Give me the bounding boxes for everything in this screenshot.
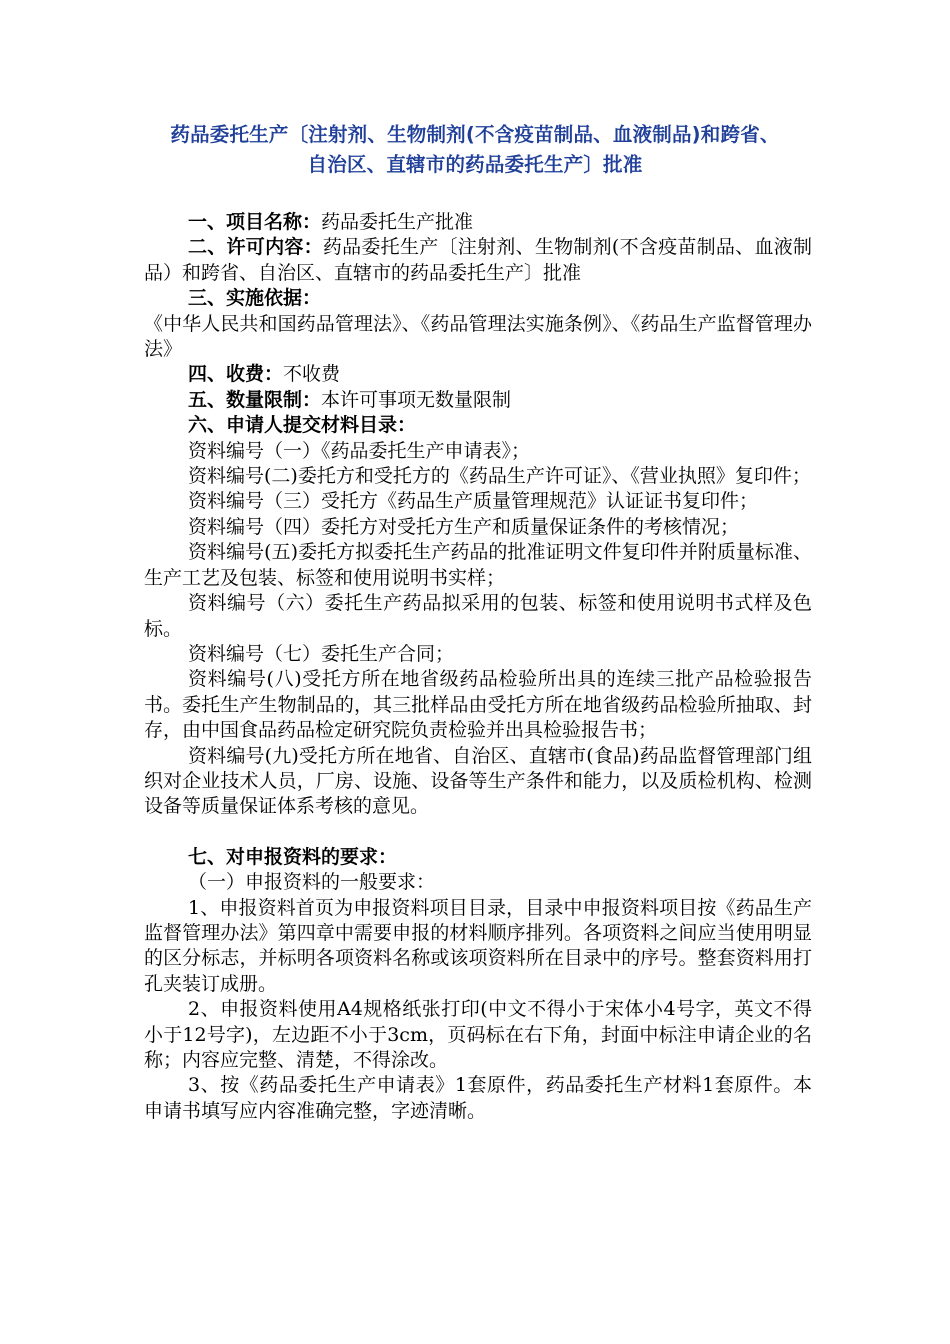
section-label: 七、对申报资料的要求：	[188, 845, 398, 868]
paragraph-gap	[144, 820, 812, 845]
material-item: 资料编号（一）《药品委托生产申请表》；	[188, 439, 531, 462]
requirement-item: 3、按《药品委托生产申请表》1套原件，药品委托生产材料1套原件。本申请书填写应内容准确完整，字迹清晰。	[144, 1074, 812, 1122]
document-title	[130, 120, 820, 180]
material-item: 资料编号(二)委托方和受托方的《药品生产许可证》、《营业执照》复印件；	[188, 465, 811, 488]
document-body	[144, 210, 812, 1124]
section-basis-text: 《中华人民共和国药品管理法》、《药品管理法实施条例》、《药品生产监督管理办法》	[144, 312, 812, 361]
section-requirements-heading	[144, 845, 812, 870]
material-item: 资料编号(八)受托方所在地省级药品检验所出具的连续三批产品检验报告书。委托生产生物制品的，其三批样品由受托方所在地省级药品检验所抽取、封存，由中国食品药品检定研究院负责检验并出具检验报告书；	[144, 668, 812, 742]
section-basis-heading	[144, 286, 812, 311]
section-fee	[144, 362, 812, 387]
section-materials-heading	[144, 413, 812, 438]
requirement-item: 1、申报资料首页为申报资料项目目录，目录中申报资料项目按《药品生产监督管理办法》第四章中需要申报的材料顺序排列。各项资料之间应当使用明显的区分标志，并标明各项资料名称或该项资料所在目录中的序号。整套资料用打孔夹装订成册。	[144, 896, 812, 995]
title-line-2: 自治区、直辖市的药品委托生产〕批准	[307, 153, 643, 176]
section-label: 六、申请人提交材料目录：	[188, 414, 417, 437]
section-license-content	[144, 235, 812, 286]
requirements-subheading: （一）申报资料的一般要求：	[188, 871, 436, 894]
material-item: 资料编号(五)委托方拟委托生产药品的批准证明文件复印件并附质量标准、生产工艺及包装、标签和使用说明书实样；	[144, 541, 812, 589]
requirement-item: 2、申报资料使用A4规格纸张打印(中文不得小于宋体小4号字，英文不得小于12号字)，左边距不小于3cm，页码标在右下角，封面中标注申请企业的名称；内容应完整、清楚，不得涂改。	[144, 998, 812, 1071]
section-value: 药品委托生产〔注射剂、生物制剂(不含疫苗制品、血液制品）和跨省、自治区、直辖市的药品委托生产〕批准	[144, 236, 812, 284]
section-label: 四、收费：	[188, 363, 284, 386]
title-line-1: 药品委托生产〔注射剂、生物制剂(不含疫苗制品、血液制品)和跨省、	[170, 123, 780, 146]
section-quantity-limit	[144, 388, 812, 413]
section-project-name	[144, 210, 812, 235]
section-label: 三、实施依据：	[188, 287, 322, 310]
material-item: 资料编号(九)受托方所在地省、自治区、直辖市(食品)药品监督管理部门组织对企业技术人员，厂房、设施、设备等生产条件和能力，以及质检机构、检测设备等质量保证体系考核的意见。	[144, 744, 812, 818]
material-item: 资料编号（四）委托方对受托方生产和质量保证条件的考核情况；	[188, 515, 740, 538]
section-label: 二、许可内容：	[188, 236, 323, 259]
section-value: 不收费	[283, 363, 341, 386]
section-value: 药品委托生产批准	[321, 211, 474, 233]
section-value: 本许可事项无数量限制	[321, 388, 512, 411]
material-item: 资料编号（七）委托生产合同；	[188, 642, 455, 665]
section-label: 一、项目名称：	[188, 211, 322, 233]
section-label: 五、数量限制：	[188, 388, 322, 411]
material-item: 资料编号（三）受托方《药品生产质量管理规范》认证证书复印件；	[188, 490, 759, 513]
material-item: 资料编号（六）委托生产药品拟采用的包装、标签和使用说明书式样及色标。	[144, 592, 812, 640]
